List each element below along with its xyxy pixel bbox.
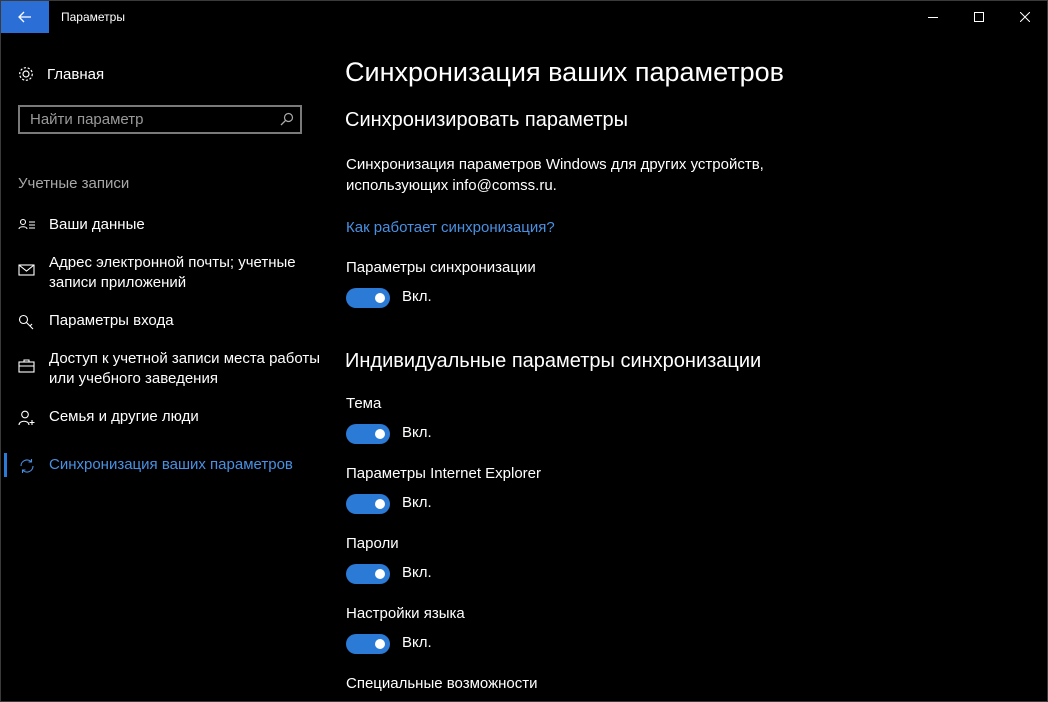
- page-title: Синхронизация ваших параметров: [345, 57, 784, 87]
- person-card-icon: [18, 218, 36, 234]
- close-button[interactable]: [1002, 1, 1048, 33]
- toggle-knob: [375, 569, 385, 579]
- minimize-button[interactable]: [910, 1, 956, 33]
- search-icon[interactable]: [280, 112, 294, 126]
- sidebar-item-label: Параметры входа: [49, 312, 174, 329]
- maximize-button[interactable]: [956, 1, 1002, 33]
- maximize-icon: [974, 12, 984, 22]
- language-toggle[interactable]: [346, 634, 390, 654]
- accessibility-label: Специальные возможности: [346, 675, 538, 692]
- sync-icon: [18, 458, 36, 474]
- search-input[interactable]: [20, 107, 280, 132]
- sync-settings-label: Параметры синхронизации: [346, 259, 536, 276]
- toggle-knob: [375, 293, 385, 303]
- ie-settings-state: Вкл.: [402, 494, 432, 511]
- home-label: Главная: [47, 65, 105, 83]
- passwords-toggle[interactable]: [346, 564, 390, 584]
- ie-settings-label: Параметры Internet Explorer: [346, 465, 542, 482]
- theme-state: Вкл.: [402, 424, 432, 441]
- ie-settings-toggle[interactable]: [346, 494, 390, 514]
- person-add-icon: [18, 410, 36, 426]
- sidebar-section-header: Учетные записи: [18, 175, 130, 192]
- sidebar-item-label: Семья и другие люди: [49, 408, 199, 425]
- toggle-knob: [375, 499, 385, 509]
- sync-section-title: Синхронизировать параметры: [345, 109, 628, 131]
- passwords-state: Вкл.: [402, 564, 432, 581]
- theme-label: Тема: [346, 395, 382, 412]
- sidebar-item-label: Ваши данные: [49, 216, 145, 233]
- active-indicator: [4, 453, 7, 477]
- back-button[interactable]: [1, 1, 49, 33]
- sync-description: Синхронизация параметров Windows для других устройств, использующих info@comss.ru.: [346, 156, 764, 194]
- window-title: Параметры: [61, 10, 125, 24]
- sidebar-item-label: Синхронизация ваших параметров: [49, 456, 293, 473]
- arrow-left-icon: [18, 11, 32, 23]
- briefcase-icon: [18, 358, 36, 374]
- close-icon: [1020, 12, 1030, 22]
- mail-icon: [18, 262, 36, 278]
- search-box[interactable]: [18, 105, 302, 134]
- sidebar-item-label: Адрес электронной почты; учетные записи приложений: [49, 254, 296, 291]
- title-bar: [1, 1, 1047, 33]
- toggle-knob: [375, 429, 385, 439]
- minimize-icon: [928, 12, 938, 22]
- language-label: Настройки языка: [346, 605, 465, 622]
- sidebar-item-label: Доступ к учетной записи места работы или учебного заведения: [49, 350, 321, 387]
- gear-icon: [17, 65, 35, 83]
- toggle-knob: [375, 639, 385, 649]
- home-link[interactable]: [17, 61, 104, 87]
- how-sync-works-link[interactable]: Как работает синхронизация?: [346, 219, 555, 236]
- sync-settings-toggle[interactable]: [346, 288, 390, 308]
- passwords-label: Пароли: [346, 535, 399, 552]
- language-state: Вкл.: [402, 634, 432, 651]
- key-icon: [18, 314, 36, 330]
- sync-settings-state: Вкл.: [402, 288, 432, 305]
- theme-toggle[interactable]: [346, 424, 390, 444]
- individual-section-title: Индивидуальные параметры синхронизации: [345, 350, 762, 372]
